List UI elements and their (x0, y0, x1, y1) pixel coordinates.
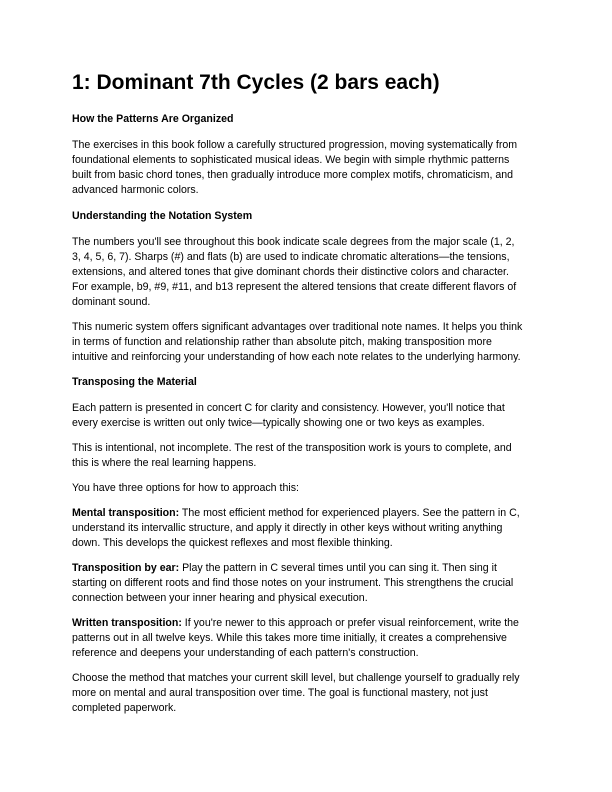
option-label: Transposition by ear: (72, 562, 180, 574)
option-text: If you're newer to this approach or prefer visual reinforcement, write the patterns out in all twelve keys. While this takes more time initially, it creates a comprehensive reference and deepens your understanding of each pattern's construction. (72, 617, 519, 659)
paragraph-transposing-3: You have three options for how to approach this: (72, 482, 299, 494)
paragraph-closing: Choose the method that matches your current skill level, but challenge yourself to gradually rely more on mental and aural transposition over time. The goal is functional mastery, not just completed paperwork. (72, 672, 520, 714)
option-label: Mental transposition: (72, 507, 180, 519)
section-heading-organization: How the Patterns Are Organized (72, 113, 234, 125)
option-text: Play the pattern in C several times until you can sing it. Then sing it starting on different roots and find those notes on your instrument. This strengthens the crucial connection between your inner hearing and physical execution. (72, 562, 514, 604)
paragraph-notation-2: This numeric system offers significant advantages over traditional note names. It helps you think in terms of function and relationship rather than absolute pitch, making transposition more intuitive and reinforcing your understanding of how each note relates to the underlying harmony. (72, 321, 523, 363)
paragraph-transposing-1: Each pattern is presented in concert C for clarity and consistency. However, you'll notice that every exercise is written out only twice—typically showing one or two keys as examples. (72, 402, 505, 429)
option-mental-transposition (72, 506, 524, 551)
option-written-transposition (72, 616, 524, 661)
option-text: The most efficient method for experienced players. See the pattern in C, understand its intervallic structure, and apply it directly in other keys without writing anything down. This develops the quickest reflexes and most flexible thinking. (72, 507, 520, 549)
paragraph-notation-1: The numbers you'll see throughout this book indicate scale degrees from the major scale (1, 2, 3, 4, 5, 6, 7). Sharps (#) and flats (b) are used to indicate chromatic alterations—the tensions, extensions, and altered tones that give dominant chords their distinctive colors and character. For example, b9, #9, #11, and b13 represent the altered tensions that create different flavors of dominant sound. (72, 236, 517, 308)
paragraph-transposing-2: This is intentional, not incomplete. The rest of the transposition work is yours to complete, and this is where the real learning happens. (72, 442, 512, 469)
paragraph-organization: The exercises in this book follow a carefully structured progression, moving systematically from foundational elements to sophisticated musical ideas. We begin with simple rhythmic patterns built from basic chord tones, then gradually introduce more complex motifs, chromaticism, and advanced harmonic colors. (72, 139, 518, 196)
section-heading-transposing: Transposing the Material (72, 376, 197, 388)
document-page (72, 70, 524, 726)
page-title: 1: Dominant 7th Cycles (2 bars each) (72, 71, 440, 94)
option-label: Written transposition: (72, 617, 182, 629)
section-heading-notation: Understanding the Notation System (72, 210, 253, 222)
option-transposition-by-ear (72, 561, 524, 606)
